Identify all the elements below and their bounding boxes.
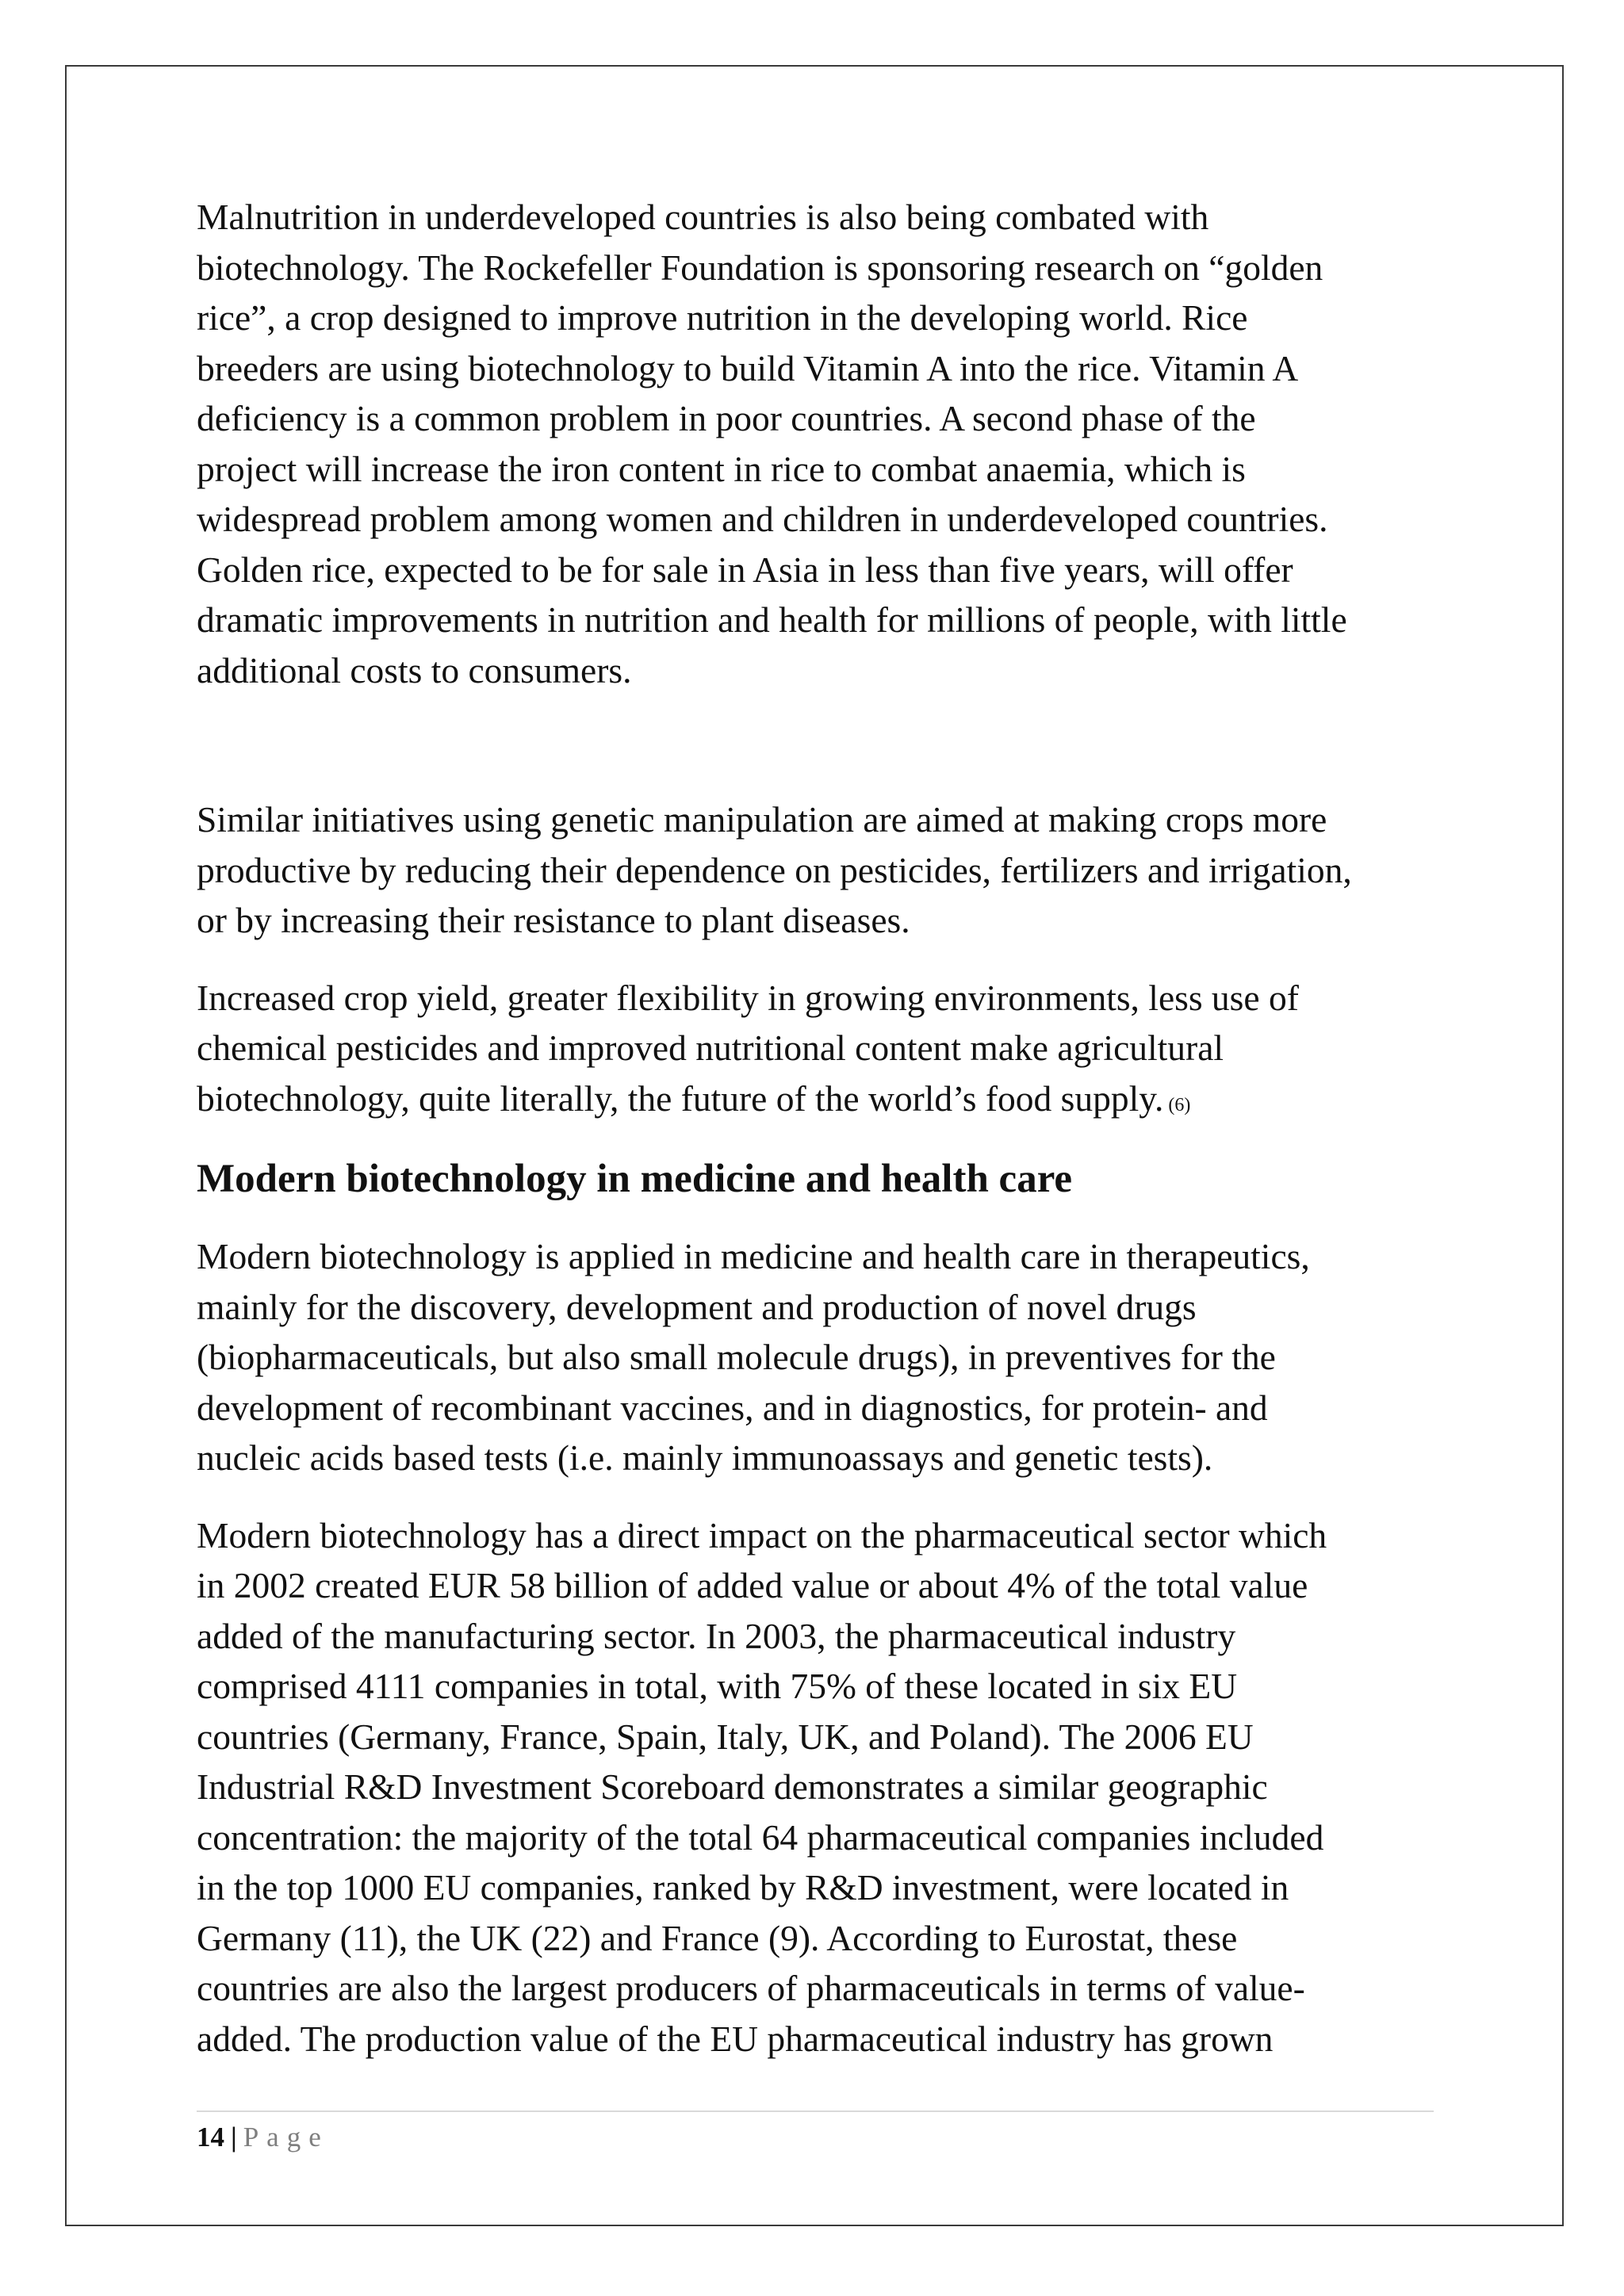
text-line: comprised 4111 companies in total, with 75% of these located in six EU — [197, 1666, 1238, 1706]
text-line: in the top 1000 EU companies, ranked by R&D investment, were located in — [197, 1867, 1289, 1908]
text-line: Modern biotechnology is applied in medicine and health care in therapeutics, — [197, 1236, 1310, 1276]
text-line: Golden rice, expected to be for sale in Asia in less than five years, will offer — [197, 549, 1293, 590]
text-line: Similar initiatives using genetic manipulation are aimed at making crops more — [197, 799, 1327, 840]
text-line-content: biotechnology, quite literally, the future of the world’s food supply. — [197, 1077, 1164, 1119]
text-line: breeders are using biotechnology to build Vitamin A into the rice. Vitamin A — [197, 347, 1299, 388]
page-number: 14 — [197, 2122, 224, 2152]
text-line: concentration: the majority of the total 64 pharmaceutical companies included — [197, 1816, 1324, 1858]
text-line: or by increasing their resistance to plant diseases. — [197, 900, 910, 940]
text-line: deficiency is a common problem in poor countries. A second phase of the — [197, 398, 1256, 438]
text-line: dramatic improvements in nutrition and health for millions of people, with little — [197, 599, 1347, 640]
page-label: Page — [243, 2122, 329, 2152]
text-line: Malnutrition in underdeveloped countries is also being combated with — [197, 197, 1209, 237]
footer-divider — [197, 2110, 1434, 2112]
text-line: mainly for the discovery, development and production of novel drugs — [197, 1286, 1197, 1327]
text-line: Germany (11), the UK (22) and France (9). According to Eurostat, these — [197, 1917, 1238, 1958]
text-line: development of recombinant vaccines, and in diagnostics, for protein- and — [197, 1387, 1268, 1428]
text-line: biotechnology. The Rockefeller Foundation is sponsoring research on “golden — [197, 247, 1323, 288]
text-line: rice”, a crop designed to improve nutrition in the developing world. Rice — [197, 297, 1248, 338]
text-line: Industrial R&D Investment Scoreboard demonstrates a similar geographic — [197, 1766, 1268, 1807]
section-heading: Modern biotechnology in medicine and health care — [197, 1157, 1073, 1201]
text-line: chemical pesticides and improved nutritional content make agricultural — [197, 1027, 1224, 1068]
text-line: added of the manufacturing sector. In 2003, the pharmaceutical industry — [197, 1615, 1236, 1656]
document-body — [197, 192, 1434, 2064]
text-line — [197, 1073, 1434, 1131]
text-line: project will increase the iron content in rice to combat anaemia, which is — [197, 448, 1246, 489]
text-line: nucleic acids based tests (i.e. mainly immunoassays and genetic tests). — [197, 1437, 1213, 1478]
paragraph-medicine-applications — [197, 1231, 1434, 1483]
citation-reference: (6) — [1168, 1094, 1191, 1115]
text-line: (biopharmaceuticals, but also small molecule drugs), in preventives for the — [197, 1337, 1276, 1377]
text-line: in 2002 created EUR 58 billion of added value or about 4% of the total value — [197, 1565, 1308, 1605]
footer-separator: | — [231, 2122, 237, 2152]
text-line: productive by reducing their dependence on pesticides, fertilizers and irrigation, — [197, 849, 1352, 890]
text-line: Modern biotechnology has a direct impact on the pharmaceutical sector which — [197, 1514, 1327, 1556]
text-line: countries are also the largest producers of pharmaceuticals in terms of value- — [197, 1968, 1305, 2008]
paragraph-golden-rice — [197, 192, 1434, 695]
text-line: added. The production value of the EU pharmaceutical industry has grown — [197, 2018, 1274, 2059]
text-line: additional costs to consumers. — [197, 649, 632, 691]
text-line: widespread problem among women and children in underdeveloped countries. — [197, 499, 1328, 539]
page-footer — [197, 2122, 329, 2153]
text-line: Increased crop yield, greater flexibility in growing environments, less use of — [197, 977, 1299, 1018]
paragraph-pharmaceutical-sector — [197, 1510, 1434, 2064]
paragraph-genetic-initiatives — [197, 794, 1434, 946]
text-line: countries (Germany, France, Spain, Italy, UK, and Poland). The 2006 EU — [197, 1716, 1254, 1757]
paragraph-crop-yield — [197, 973, 1434, 1131]
